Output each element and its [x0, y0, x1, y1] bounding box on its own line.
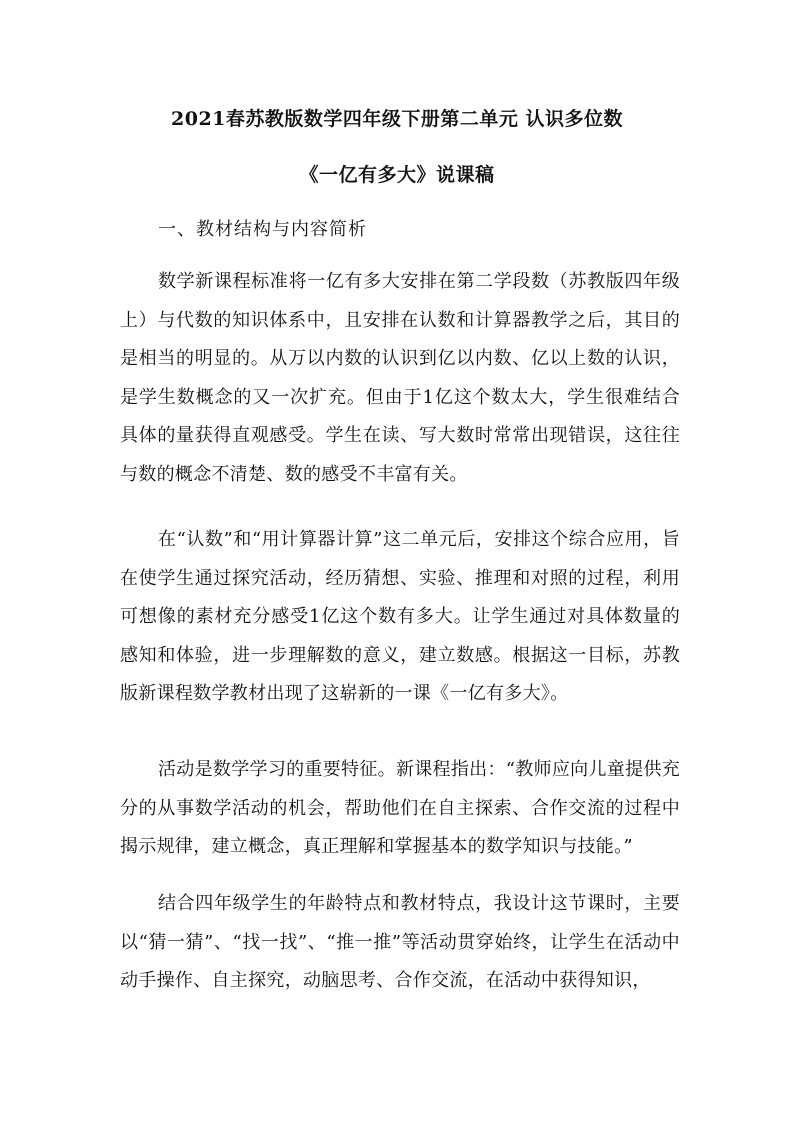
paragraph-1: 数学新课程标准将一亿有多大安排在第二学段数（苏教版四年级上）与代数的知识体系中，且安排在认数和计算器教学之后，其目的是相当的明显的。从万以内数的认识到亿以内数、亿以上数的认识，是学生数概念的又一次扩充。但由于1亿这个数太大，学生很难结合具体的量获得直观感受。学生在读、写大数时常常出现错误，这往往与数的概念不清楚、数的感受不丰富有关。	[120, 271, 680, 485]
paragraph-2: 在“认数”和“用计算器计算”这二单元后，安排这个综合应用，旨在使学生通过探究活动，经历猜想、实验、推理和对照的过程，利用可想像的素材充分感受1亿这个数有多大。让学生通过对具体数量的感知和体验，进一步理解数的意义，建立数感。根据这一目标，苏教版新课程数学教材出现了这崭新的一课《一亿有多大》。	[120, 529, 680, 705]
section-heading: 一、教材结构与内容简析	[158, 219, 367, 240]
document-title: 2021春苏教版数学四年级下册第二单元 认识多位数	[171, 108, 623, 130]
document-subtitle: 《一亿有多大》说课稿	[299, 164, 495, 186]
paragraph-4: 结合四年级学生的年龄特点和教材特点，我设计这节课时，主要以“猜一猜”、“找一找”、“推一推”等活动贯穿始终，让学生在活动中动手操作、自主探究，动脑思考、合作交流，在活动中获得知识，	[120, 893, 680, 992]
paragraph-3: 活动是数学学习的重要特征。新课程指出：“教师应向儿童提供充分的从事数学活动的机会，帮助他们在自主探索、合作交流的过程中揭示规律，建立概念，真正理解和掌握基本的数学知识与技能。”	[120, 759, 680, 858]
